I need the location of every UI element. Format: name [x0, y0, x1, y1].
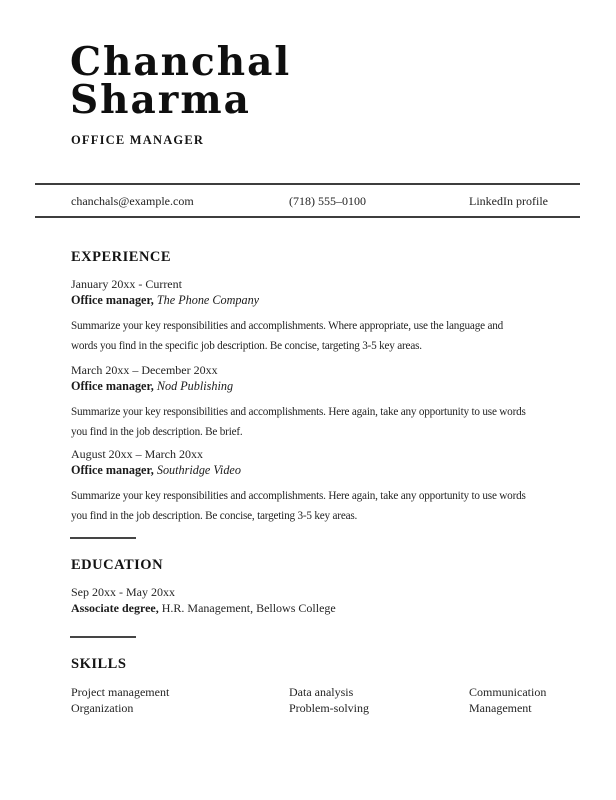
skill-item: Communication [469, 685, 547, 699]
summary-line: you find in the job description. Be concise, targeting 3-5 key areas. [71, 510, 358, 523]
person-name-line-1: Chanchal [70, 39, 292, 85]
education-details: H.R. Management, Bellows College [161, 601, 336, 615]
job-company: Southridge Video [156, 463, 241, 477]
job-title-line [71, 462, 601, 478]
skill-item: Management [469, 701, 532, 715]
job-summary [71, 316, 601, 357]
education-entry [71, 584, 336, 616]
summary-line: Summarize your key responsibilities and accomplishments. Here again, take any opportunity to use words [71, 406, 526, 418]
skill-item: Data analysis [289, 685, 354, 699]
education-degree: Associate degree, [71, 601, 159, 615]
job-role: Office manager, [71, 463, 154, 477]
section-divider [70, 636, 136, 638]
job-dates: March 20xx – December 20xx [71, 363, 218, 377]
contact-divider-top [35, 183, 580, 185]
contact-divider-bottom [35, 216, 580, 218]
job-entry [71, 276, 601, 357]
summary-line: Summarize your key responsibilities and accomplishments. Here again, take any opportunity to use words [71, 490, 526, 502]
skills-grid [71, 685, 580, 717]
skill-item: Organization [71, 701, 134, 715]
job-title-line [71, 292, 601, 308]
skill-item: Project management [71, 685, 170, 699]
job-title-line [71, 378, 601, 394]
job-summary [71, 402, 601, 443]
skill-item: Problem-solving [289, 701, 369, 715]
job-role: Office manager, [71, 293, 154, 307]
experience-heading: EXPERIENCE [71, 249, 172, 265]
job-title-heading: OFFICE MANAGER [71, 133, 205, 147]
job-role: Office manager, [71, 379, 154, 393]
contact-bar [71, 193, 580, 209]
education-dates: Sep 20xx - May 20xx [71, 585, 175, 599]
education-heading: EDUCATION [71, 557, 164, 573]
linkedin-link[interactable]: LinkedIn profile [469, 194, 548, 208]
job-dates: January 20xx - Current [71, 277, 182, 291]
summary-line: words you find in the specific job description. Be concise, targeting 3-5 key areas. [71, 340, 422, 353]
job-dates: August 20xx – March 20xx [71, 447, 203, 461]
skills-heading: SKILLS [71, 656, 127, 672]
summary-line: Summarize your key responsibilities and accomplishments. Where appropriate, use the language and [71, 320, 503, 332]
job-entry [71, 362, 601, 443]
job-summary [71, 486, 601, 527]
person-name [70, 39, 292, 123]
education-degree-line [71, 600, 336, 616]
job-company: Nod Publishing [156, 379, 234, 393]
email-link[interactable]: chanchals@example.com [71, 194, 194, 208]
summary-line: you find in the job description. Be brief. [71, 426, 243, 439]
person-name-line-2: Sharma [70, 77, 251, 123]
job-company: The Phone Company [156, 293, 260, 307]
phone-number: (718) 555–0100 [289, 194, 366, 208]
section-divider [70, 537, 136, 539]
job-entry [71, 446, 601, 527]
